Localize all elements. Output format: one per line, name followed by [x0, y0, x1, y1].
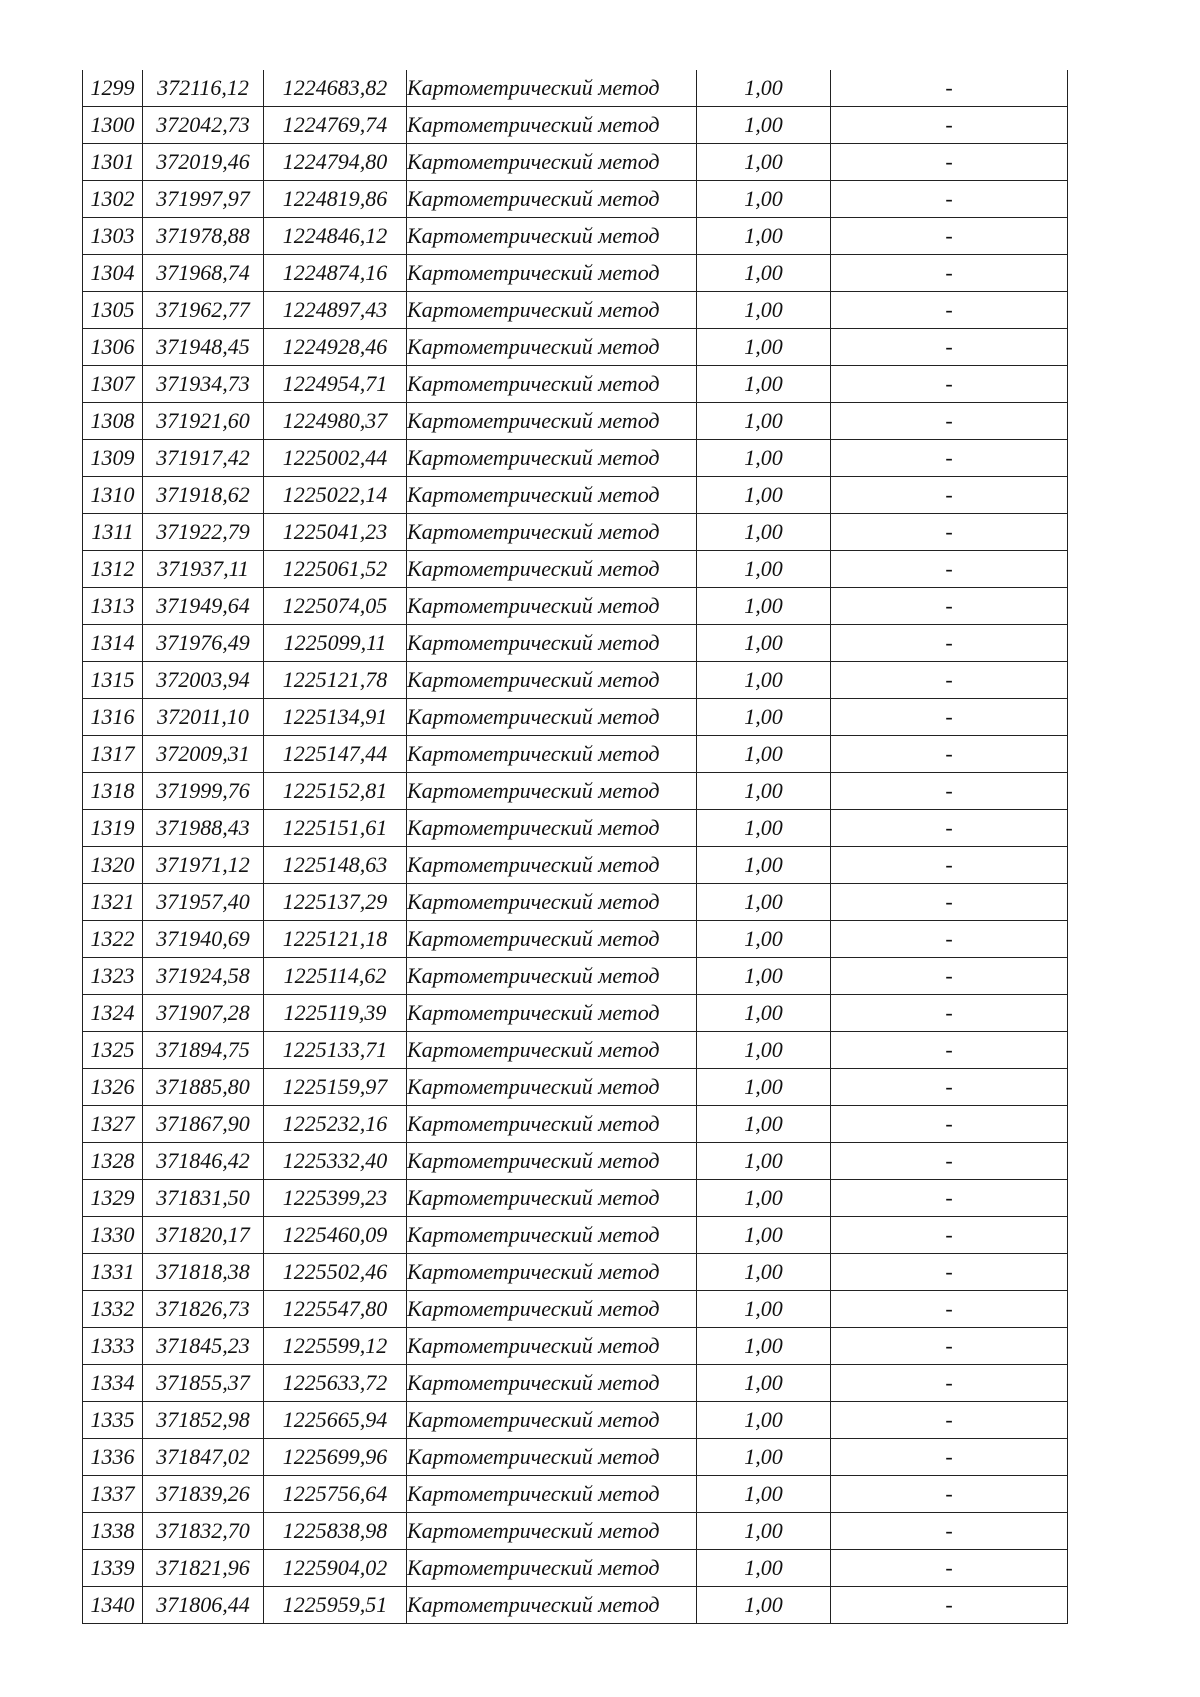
point-number-cell: 1315 [83, 662, 143, 699]
method-cell: Картометрический метод [407, 1402, 697, 1439]
x-coordinate-cell: 371999,76 [143, 773, 264, 810]
method-cell: Картометрический метод [407, 403, 697, 440]
table-row [83, 773, 1068, 810]
x-coordinate-cell: 371948,45 [143, 329, 264, 366]
x-coordinate-cell: 371832,70 [143, 1513, 264, 1550]
y-coordinate-cell: 1224683,82 [264, 70, 407, 107]
x-coordinate-cell: 371820,17 [143, 1217, 264, 1254]
y-coordinate-cell: 1225599,12 [264, 1328, 407, 1365]
accuracy-cell: 1,00 [697, 1069, 831, 1106]
x-coordinate-cell: 371831,50 [143, 1180, 264, 1217]
accuracy-cell: 1,00 [697, 181, 831, 218]
table-row [83, 218, 1068, 255]
point-number-cell: 1326 [83, 1069, 143, 1106]
accuracy-cell: 1,00 [697, 366, 831, 403]
point-number-cell: 1300 [83, 107, 143, 144]
table-row [83, 1032, 1068, 1069]
y-coordinate-cell: 1225460,09 [264, 1217, 407, 1254]
point-number-cell: 1317 [83, 736, 143, 773]
x-coordinate-cell: 371968,74 [143, 255, 264, 292]
table-row [83, 662, 1068, 699]
y-coordinate-cell: 1225061,52 [264, 551, 407, 588]
note-cell: - [831, 255, 1068, 292]
method-cell: Картометрический метод [407, 292, 697, 329]
method-cell: Картометрический метод [407, 1550, 697, 1587]
x-coordinate-cell: 371907,28 [143, 995, 264, 1032]
note-cell: - [831, 1217, 1068, 1254]
x-coordinate-cell: 371839,26 [143, 1476, 264, 1513]
point-number-cell: 1338 [83, 1513, 143, 1550]
point-number-cell: 1336 [83, 1439, 143, 1476]
accuracy-cell: 1,00 [697, 1032, 831, 1069]
table-row [83, 1254, 1068, 1291]
point-number-cell: 1307 [83, 366, 143, 403]
note-cell: - [831, 403, 1068, 440]
table-row [83, 699, 1068, 736]
x-coordinate-cell: 371867,90 [143, 1106, 264, 1143]
point-number-cell: 1335 [83, 1402, 143, 1439]
table-row [83, 958, 1068, 995]
y-coordinate-cell: 1225838,98 [264, 1513, 407, 1550]
table-row [83, 1439, 1068, 1476]
note-cell: - [831, 514, 1068, 551]
x-coordinate-cell: 371885,80 [143, 1069, 264, 1106]
method-cell: Картометрический метод [407, 1328, 697, 1365]
y-coordinate-cell: 1225332,40 [264, 1143, 407, 1180]
method-cell: Картометрический метод [407, 181, 697, 218]
y-coordinate-cell: 1225133,71 [264, 1032, 407, 1069]
y-coordinate-cell: 1225137,29 [264, 884, 407, 921]
table-row [83, 1291, 1068, 1328]
method-cell: Картометрический метод [407, 1476, 697, 1513]
accuracy-cell: 1,00 [697, 1587, 831, 1624]
accuracy-cell: 1,00 [697, 1291, 831, 1328]
note-cell: - [831, 588, 1068, 625]
method-cell: Картометрический метод [407, 699, 697, 736]
method-cell: Картометрический метод [407, 810, 697, 847]
x-coordinate-cell: 371940,69 [143, 921, 264, 958]
accuracy-cell: 1,00 [697, 1180, 831, 1217]
accuracy-cell: 1,00 [697, 1550, 831, 1587]
note-cell: - [831, 1291, 1068, 1328]
y-coordinate-cell: 1225399,23 [264, 1180, 407, 1217]
accuracy-cell: 1,00 [697, 921, 831, 958]
point-number-cell: 1311 [83, 514, 143, 551]
method-cell: Картометрический метод [407, 255, 697, 292]
point-number-cell: 1303 [83, 218, 143, 255]
method-cell: Картометрический метод [407, 218, 697, 255]
table-row [83, 440, 1068, 477]
accuracy-cell: 1,00 [697, 958, 831, 995]
note-cell: - [831, 736, 1068, 773]
accuracy-cell: 1,00 [697, 70, 831, 107]
y-coordinate-cell: 1225756,64 [264, 1476, 407, 1513]
table-row [83, 1513, 1068, 1550]
x-coordinate-cell: 372011,10 [143, 699, 264, 736]
table-row [83, 1106, 1068, 1143]
method-cell: Картометрический метод [407, 1180, 697, 1217]
note-cell: - [831, 1402, 1068, 1439]
table-row [83, 847, 1068, 884]
accuracy-cell: 1,00 [697, 1513, 831, 1550]
point-number-cell: 1309 [83, 440, 143, 477]
x-coordinate-cell: 371978,88 [143, 218, 264, 255]
method-cell: Картометрический метод [407, 477, 697, 514]
y-coordinate-cell: 1225699,96 [264, 1439, 407, 1476]
note-cell: - [831, 181, 1068, 218]
note-cell: - [831, 699, 1068, 736]
point-number-cell: 1339 [83, 1550, 143, 1587]
method-cell: Картометрический метод [407, 329, 697, 366]
x-coordinate-cell: 372116,12 [143, 70, 264, 107]
accuracy-cell: 1,00 [697, 995, 831, 1032]
note-cell: - [831, 810, 1068, 847]
note-cell: - [831, 144, 1068, 181]
y-coordinate-cell: 1224794,80 [264, 144, 407, 181]
y-coordinate-cell: 1225547,80 [264, 1291, 407, 1328]
note-cell: - [831, 1550, 1068, 1587]
table-row [83, 995, 1068, 1032]
x-coordinate-cell: 372003,94 [143, 662, 264, 699]
table-row [83, 921, 1068, 958]
method-cell: Картометрический метод [407, 1069, 697, 1106]
method-cell: Картометрический метод [407, 1106, 697, 1143]
table-row [83, 1328, 1068, 1365]
point-number-cell: 1305 [83, 292, 143, 329]
method-cell: Картометрический метод [407, 514, 697, 551]
y-coordinate-cell: 1225121,18 [264, 921, 407, 958]
accuracy-cell: 1,00 [697, 1476, 831, 1513]
x-coordinate-cell: 372042,73 [143, 107, 264, 144]
method-cell: Картометрический метод [407, 921, 697, 958]
accuracy-cell: 1,00 [697, 255, 831, 292]
x-coordinate-cell: 372009,31 [143, 736, 264, 773]
accuracy-cell: 1,00 [697, 292, 831, 329]
point-number-cell: 1312 [83, 551, 143, 588]
accuracy-cell: 1,00 [697, 699, 831, 736]
y-coordinate-cell: 1225151,61 [264, 810, 407, 847]
method-cell: Картометрический метод [407, 662, 697, 699]
x-coordinate-cell: 371847,02 [143, 1439, 264, 1476]
x-coordinate-cell: 371806,44 [143, 1587, 264, 1624]
method-cell: Картометрический метод [407, 1217, 697, 1254]
note-cell: - [831, 1069, 1068, 1106]
y-coordinate-cell: 1224928,46 [264, 329, 407, 366]
method-cell: Картометрический метод [407, 366, 697, 403]
note-cell: - [831, 366, 1068, 403]
y-coordinate-cell: 1225148,63 [264, 847, 407, 884]
method-cell: Картометрический метод [407, 1365, 697, 1402]
method-cell: Картометрический метод [407, 773, 697, 810]
point-number-cell: 1325 [83, 1032, 143, 1069]
x-coordinate-cell: 371957,40 [143, 884, 264, 921]
accuracy-cell: 1,00 [697, 625, 831, 662]
accuracy-cell: 1,00 [697, 1143, 831, 1180]
point-number-cell: 1320 [83, 847, 143, 884]
x-coordinate-cell: 371855,37 [143, 1365, 264, 1402]
accuracy-cell: 1,00 [697, 884, 831, 921]
y-coordinate-cell: 1225074,05 [264, 588, 407, 625]
note-cell: - [831, 625, 1068, 662]
y-coordinate-cell: 1225665,94 [264, 1402, 407, 1439]
table-row [83, 551, 1068, 588]
method-cell: Картометрический метод [407, 736, 697, 773]
x-coordinate-cell: 371922,79 [143, 514, 264, 551]
x-coordinate-cell: 371852,98 [143, 1402, 264, 1439]
table-row [83, 292, 1068, 329]
table-row [83, 329, 1068, 366]
y-coordinate-cell: 1225159,97 [264, 1069, 407, 1106]
point-number-cell: 1340 [83, 1587, 143, 1624]
x-coordinate-cell: 371971,12 [143, 847, 264, 884]
y-coordinate-cell: 1224980,37 [264, 403, 407, 440]
note-cell: - [831, 329, 1068, 366]
note-cell: - [831, 662, 1068, 699]
accuracy-cell: 1,00 [697, 107, 831, 144]
method-cell: Картометрический метод [407, 1439, 697, 1476]
point-number-cell: 1306 [83, 329, 143, 366]
table-row [83, 1069, 1068, 1106]
point-number-cell: 1329 [83, 1180, 143, 1217]
accuracy-cell: 1,00 [697, 551, 831, 588]
accuracy-cell: 1,00 [697, 773, 831, 810]
y-coordinate-cell: 1225041,23 [264, 514, 407, 551]
point-number-cell: 1337 [83, 1476, 143, 1513]
note-cell: - [831, 1513, 1068, 1550]
accuracy-cell: 1,00 [697, 736, 831, 773]
x-coordinate-cell: 371962,77 [143, 292, 264, 329]
y-coordinate-cell: 1225002,44 [264, 440, 407, 477]
accuracy-cell: 1,00 [697, 218, 831, 255]
note-cell: - [831, 70, 1068, 107]
accuracy-cell: 1,00 [697, 403, 831, 440]
coordinates-table [82, 70, 1068, 1624]
method-cell: Картометрический метод [407, 588, 697, 625]
x-coordinate-cell: 371924,58 [143, 958, 264, 995]
note-cell: - [831, 1032, 1068, 1069]
x-coordinate-cell: 371997,97 [143, 181, 264, 218]
x-coordinate-cell: 371818,38 [143, 1254, 264, 1291]
y-coordinate-cell: 1225119,39 [264, 995, 407, 1032]
method-cell: Картометрический метод [407, 440, 697, 477]
note-cell: - [831, 440, 1068, 477]
x-coordinate-cell: 371821,96 [143, 1550, 264, 1587]
table-row [83, 1587, 1068, 1624]
table-row [83, 70, 1068, 107]
x-coordinate-cell: 371917,42 [143, 440, 264, 477]
table-row [83, 1143, 1068, 1180]
point-number-cell: 1333 [83, 1328, 143, 1365]
accuracy-cell: 1,00 [697, 1365, 831, 1402]
note-cell: - [831, 1365, 1068, 1402]
note-cell: - [831, 1476, 1068, 1513]
accuracy-cell: 1,00 [697, 440, 831, 477]
accuracy-cell: 1,00 [697, 1439, 831, 1476]
table-row [83, 625, 1068, 662]
y-coordinate-cell: 1224874,16 [264, 255, 407, 292]
table-row [83, 810, 1068, 847]
x-coordinate-cell: 371937,11 [143, 551, 264, 588]
table-row [83, 736, 1068, 773]
note-cell: - [831, 921, 1068, 958]
y-coordinate-cell: 1225114,62 [264, 958, 407, 995]
note-cell: - [831, 477, 1068, 514]
x-coordinate-cell: 371976,49 [143, 625, 264, 662]
y-coordinate-cell: 1225959,51 [264, 1587, 407, 1624]
y-coordinate-cell: 1224846,12 [264, 218, 407, 255]
accuracy-cell: 1,00 [697, 588, 831, 625]
note-cell: - [831, 1254, 1068, 1291]
method-cell: Картометрический метод [407, 958, 697, 995]
y-coordinate-cell: 1225134,91 [264, 699, 407, 736]
point-number-cell: 1316 [83, 699, 143, 736]
method-cell: Картометрический метод [407, 1291, 697, 1328]
table-row [83, 403, 1068, 440]
point-number-cell: 1299 [83, 70, 143, 107]
method-cell: Картометрический метод [407, 847, 697, 884]
note-cell: - [831, 958, 1068, 995]
y-coordinate-cell: 1225099,11 [264, 625, 407, 662]
y-coordinate-cell: 1224954,71 [264, 366, 407, 403]
accuracy-cell: 1,00 [697, 477, 831, 514]
table-row [83, 1402, 1068, 1439]
point-number-cell: 1330 [83, 1217, 143, 1254]
point-number-cell: 1331 [83, 1254, 143, 1291]
point-number-cell: 1314 [83, 625, 143, 662]
note-cell: - [831, 218, 1068, 255]
accuracy-cell: 1,00 [697, 847, 831, 884]
x-coordinate-cell: 372019,46 [143, 144, 264, 181]
accuracy-cell: 1,00 [697, 514, 831, 551]
note-cell: - [831, 1439, 1068, 1476]
y-coordinate-cell: 1225121,78 [264, 662, 407, 699]
method-cell: Картометрический метод [407, 1032, 697, 1069]
table-row [83, 107, 1068, 144]
point-number-cell: 1310 [83, 477, 143, 514]
point-number-cell: 1319 [83, 810, 143, 847]
point-number-cell: 1308 [83, 403, 143, 440]
method-cell: Картометрический метод [407, 70, 697, 107]
y-coordinate-cell: 1225147,44 [264, 736, 407, 773]
x-coordinate-cell: 371918,62 [143, 477, 264, 514]
method-cell: Картометрический метод [407, 995, 697, 1032]
y-coordinate-cell: 1224819,86 [264, 181, 407, 218]
method-cell: Картометрический метод [407, 107, 697, 144]
point-number-cell: 1327 [83, 1106, 143, 1143]
table-row [83, 144, 1068, 181]
accuracy-cell: 1,00 [697, 329, 831, 366]
table-row [83, 255, 1068, 292]
y-coordinate-cell: 1225904,02 [264, 1550, 407, 1587]
y-coordinate-cell: 1224897,43 [264, 292, 407, 329]
x-coordinate-cell: 371921,60 [143, 403, 264, 440]
accuracy-cell: 1,00 [697, 1217, 831, 1254]
x-coordinate-cell: 371934,73 [143, 366, 264, 403]
method-cell: Картометрический метод [407, 884, 697, 921]
point-number-cell: 1332 [83, 1291, 143, 1328]
accuracy-cell: 1,00 [697, 144, 831, 181]
table-row [83, 366, 1068, 403]
accuracy-cell: 1,00 [697, 662, 831, 699]
point-number-cell: 1321 [83, 884, 143, 921]
point-number-cell: 1323 [83, 958, 143, 995]
y-coordinate-cell: 1225633,72 [264, 1365, 407, 1402]
x-coordinate-cell: 371846,42 [143, 1143, 264, 1180]
point-number-cell: 1322 [83, 921, 143, 958]
point-number-cell: 1334 [83, 1365, 143, 1402]
table-row [83, 1180, 1068, 1217]
note-cell: - [831, 1587, 1068, 1624]
point-number-cell: 1324 [83, 995, 143, 1032]
table-row [83, 514, 1068, 551]
point-number-cell: 1318 [83, 773, 143, 810]
accuracy-cell: 1,00 [697, 1254, 831, 1291]
x-coordinate-cell: 371894,75 [143, 1032, 264, 1069]
note-cell: - [831, 1180, 1068, 1217]
accuracy-cell: 1,00 [697, 1106, 831, 1143]
table-row [83, 181, 1068, 218]
y-coordinate-cell: 1225502,46 [264, 1254, 407, 1291]
note-cell: - [831, 1106, 1068, 1143]
method-cell: Картометрический метод [407, 1254, 697, 1291]
x-coordinate-cell: 371949,64 [143, 588, 264, 625]
y-coordinate-cell: 1225152,81 [264, 773, 407, 810]
point-number-cell: 1313 [83, 588, 143, 625]
note-cell: - [831, 551, 1068, 588]
table-row [83, 1550, 1068, 1587]
accuracy-cell: 1,00 [697, 1328, 831, 1365]
note-cell: - [831, 107, 1068, 144]
table-row [83, 1217, 1068, 1254]
method-cell: Картометрический метод [407, 144, 697, 181]
note-cell: - [831, 773, 1068, 810]
table-row [83, 884, 1068, 921]
table-row [83, 588, 1068, 625]
accuracy-cell: 1,00 [697, 1402, 831, 1439]
accuracy-cell: 1,00 [697, 810, 831, 847]
x-coordinate-cell: 371826,73 [143, 1291, 264, 1328]
point-number-cell: 1304 [83, 255, 143, 292]
y-coordinate-cell: 1224769,74 [264, 107, 407, 144]
method-cell: Картометрический метод [407, 1587, 697, 1624]
coordinates-table-body [83, 70, 1068, 1624]
note-cell: - [831, 995, 1068, 1032]
x-coordinate-cell: 371845,23 [143, 1328, 264, 1365]
table-row [83, 1365, 1068, 1402]
note-cell: - [831, 292, 1068, 329]
y-coordinate-cell: 1225022,14 [264, 477, 407, 514]
point-number-cell: 1301 [83, 144, 143, 181]
method-cell: Картометрический метод [407, 1513, 697, 1550]
table-row [83, 1476, 1068, 1513]
note-cell: - [831, 847, 1068, 884]
method-cell: Картометрический метод [407, 551, 697, 588]
point-number-cell: 1302 [83, 181, 143, 218]
y-coordinate-cell: 1225232,16 [264, 1106, 407, 1143]
note-cell: - [831, 1328, 1068, 1365]
note-cell: - [831, 884, 1068, 921]
method-cell: Картометрический метод [407, 1143, 697, 1180]
point-number-cell: 1328 [83, 1143, 143, 1180]
method-cell: Картометрический метод [407, 625, 697, 662]
table-row [83, 477, 1068, 514]
x-coordinate-cell: 371988,43 [143, 810, 264, 847]
note-cell: - [831, 1143, 1068, 1180]
